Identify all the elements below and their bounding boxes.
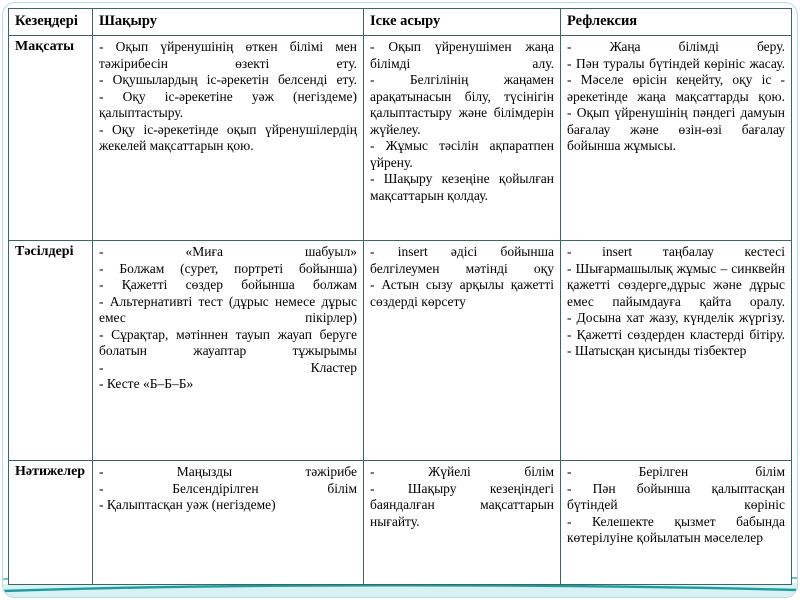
cell-line: - Альтернативті тест (дұрыс немесе дұрыс емес пікірлер) [99, 293, 357, 325]
table-header-stages: Кезеңдері [9, 9, 93, 36]
table-cell-results-reflection [561, 461, 791, 584]
cell-line: - Белсендірілген білім [99, 480, 357, 496]
cell-line: - Оқып үйренушімен жаңа білімді алу. [370, 39, 554, 71]
cell-line: - Жаңа білімді беру. [567, 39, 785, 54]
cell-line: - Оқып үйренушінің пәндегі дамуын бағалау және өзін-өзі бағалау бойынша жұмысы. [567, 105, 785, 153]
table-cell-methods-reflection [561, 241, 791, 461]
cell-line: - Кластер [99, 359, 357, 375]
table-cell-goals-evocation [93, 36, 364, 241]
cell-line: - Мәселе өрісін кеңейту, оқу іс - әрекетінде жаңа мақсаттарды қою. [567, 72, 785, 104]
cell-line: - Жұмыс тәсілін ақпаратпен үйрену. [370, 138, 554, 170]
cell-line: - Жүйелі білім [370, 464, 554, 479]
cell-line: - Қажетті сөздер бойынша болжам [99, 277, 357, 292]
cell-line: - Сұрақтар, мәтіннен тауып жауап беруге болатын жауаптар тұжырымы [99, 326, 357, 358]
table-cell-results-realization [364, 461, 561, 584]
cell-line: - Пән бойынша қалыптасқан бүтіндей көрініс [567, 480, 785, 512]
table-cell-methods-realization [364, 241, 561, 461]
table-cell-goals-reflection [561, 36, 791, 241]
cell-line: - insert әдісі бойынша белгілеумен мәтінді оқу [370, 244, 554, 276]
row-label-goals: Мақсаты [9, 36, 93, 241]
cell-line: - Қалыптасқан уәж (негіздеме) [99, 497, 276, 512]
table-cell-results-evocation [93, 461, 364, 584]
cell-line: - Шығармашылық жұмыс – синквейн [567, 260, 785, 276]
cell-line: - «Миға шабуыл» [99, 244, 357, 259]
cell-line: - Пән туралы бүтіндей көрініс жасау. [567, 55, 785, 71]
stages-table [8, 8, 792, 585]
cell-line: - Досына хат жазу, күнделік жүргізу. [567, 310, 785, 325]
cell-line: - Берілген білім [567, 464, 785, 479]
cell-line: қажетті сөздерге,дұрыс және дұрыс емес пайымдауға қайта оралу. [567, 277, 785, 309]
table-cell-methods-evocation [93, 241, 364, 461]
cell-line: - Оқу іс-әрекетінде оқып үйренушілердің жекелей мақсаттарын қою. [99, 121, 357, 153]
cell-line: - Маңызды тәжірибе [99, 464, 357, 479]
row-label-methods: Тәсілдері [9, 241, 93, 461]
cell-line: - Шақыру кезеңіндегі баяндалған мақсаттарын нығайту. [370, 480, 554, 529]
cell-line: - Шатысқан қисынды тізбектер [567, 343, 747, 358]
table-header-evocation: Шақыру [93, 9, 364, 36]
cell-line: - Оқу іс-әрекетіне уәж (негіздеме) қалыптастыру. [99, 88, 357, 120]
cell-line: - Оқушылардың іс-әрекетін белсенді ету. [99, 72, 357, 87]
cell-line: - Астын сызу арқылы қажетті сөздерді көрсету [370, 277, 554, 309]
cell-line: - Келешекте қызмет бабында көтерілуіне қойылатын мәселелер [567, 513, 785, 545]
cell-line: - Болжам (сурет, портреті бойынша) [99, 260, 357, 276]
table-header-realization: Іске асыру [364, 9, 561, 36]
cell-line: - Оқып үйренушінің өткен білімі мен тәжірибесін өзекті ету. [99, 39, 357, 71]
table-cell-goals-realization [364, 36, 561, 241]
cell-line: - Белгілінің жаңамен арақатынасын білу, түсінігін қалыптастыру және білімдерін жүйелеу. [370, 72, 554, 137]
row-label-results: Нәтижелер [9, 461, 93, 584]
cell-line: - Кесте «Б–Б–Б» [99, 376, 194, 391]
cell-line: - Қажетті сөздерден кластерді бітіру. [567, 326, 785, 342]
cell-line: - Шақыру кезеңіне қойылған мақсаттарын қолдау. [370, 171, 554, 203]
table-header-reflection: Рефлексия [561, 9, 791, 36]
cell-line: - insert таңбалау кестесі [567, 244, 785, 259]
